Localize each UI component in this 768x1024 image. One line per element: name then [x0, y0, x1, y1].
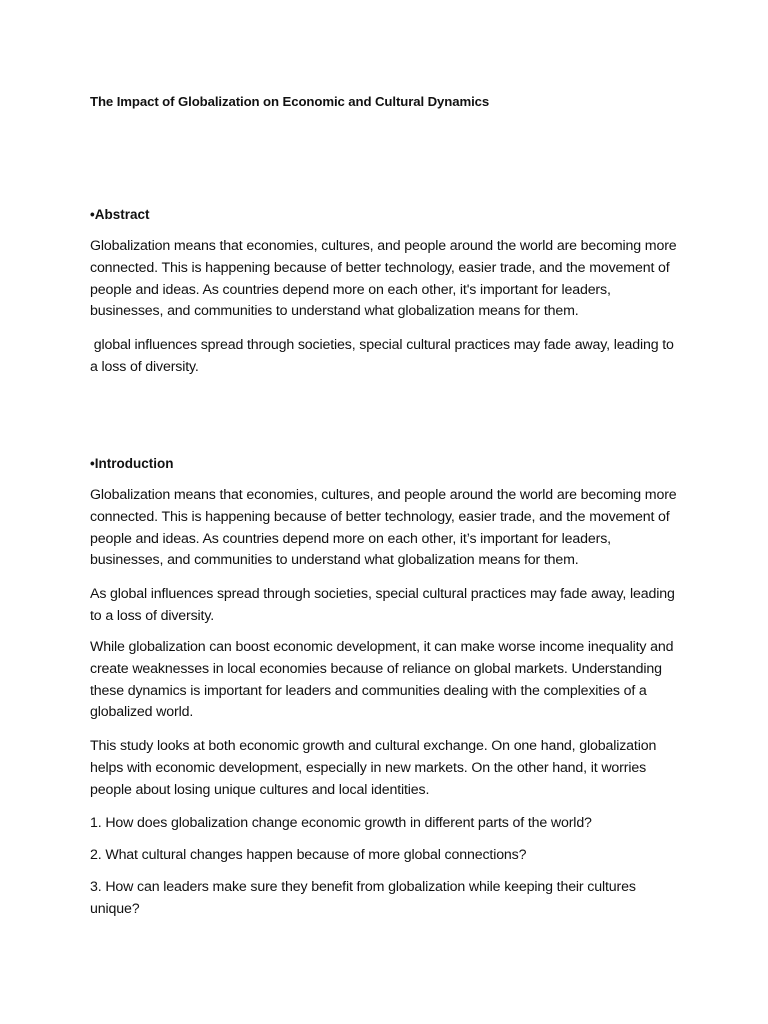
- introduction-heading: •Introduction: [90, 456, 174, 471]
- introduction-paragraph-4: This study looks at both economic growth and cultural exchange. On one hand, globalization helps with economic development, especially in new markets. On the other hand, it worries people about losing unique cultures and local identities.: [90, 738, 657, 798]
- research-question-2: 2. What cultural changes happen because of more global connections?: [90, 847, 527, 863]
- introduction-paragraph-3: While globalization can boost economic development, it can make worse income inequality and create weaknesses in local economies because of reliance on global markets. Understanding these dynamics is important for leaders and communities dealing with the complexities of a globalized world.: [90, 639, 674, 721]
- research-question-1: 1. How does globalization change economic growth in different parts of the world?: [90, 815, 592, 831]
- abstract-paragraph-1: Globalization means that economies, cultures, and people around the world are becoming more connected. This is happening because of better technology, easier trade, and the movement of people and ideas. As countries depend more on each other, it's important for leaders, businesses, and communities to understand what globalization means for them.: [90, 238, 677, 320]
- abstract-heading: •Abstract: [90, 207, 150, 222]
- research-question-3: 3. How can leaders make sure they benefit from globalization while keeping their cultures unique?: [90, 879, 636, 917]
- introduction-paragraph-2: As global influences spread through societies, special cultural practices may fade away, leading to a loss of diversity.: [90, 586, 675, 624]
- document-title: The Impact of Globalization on Economic and Cultural Dynamics: [90, 94, 490, 109]
- introduction-paragraph-1: Globalization means that economies, cultures, and people around the world are becoming more connected. This is happening because of better technology, easier trade, and the movement of people and ideas. As countries depend more on each other, it’s important for leaders, businesses, and communities to understand what globalization means for them.: [90, 487, 677, 569]
- abstract-paragraph-2: global influences spread through societies, special cultural practices may fade away, leading to a loss of diversity.: [90, 337, 678, 375]
